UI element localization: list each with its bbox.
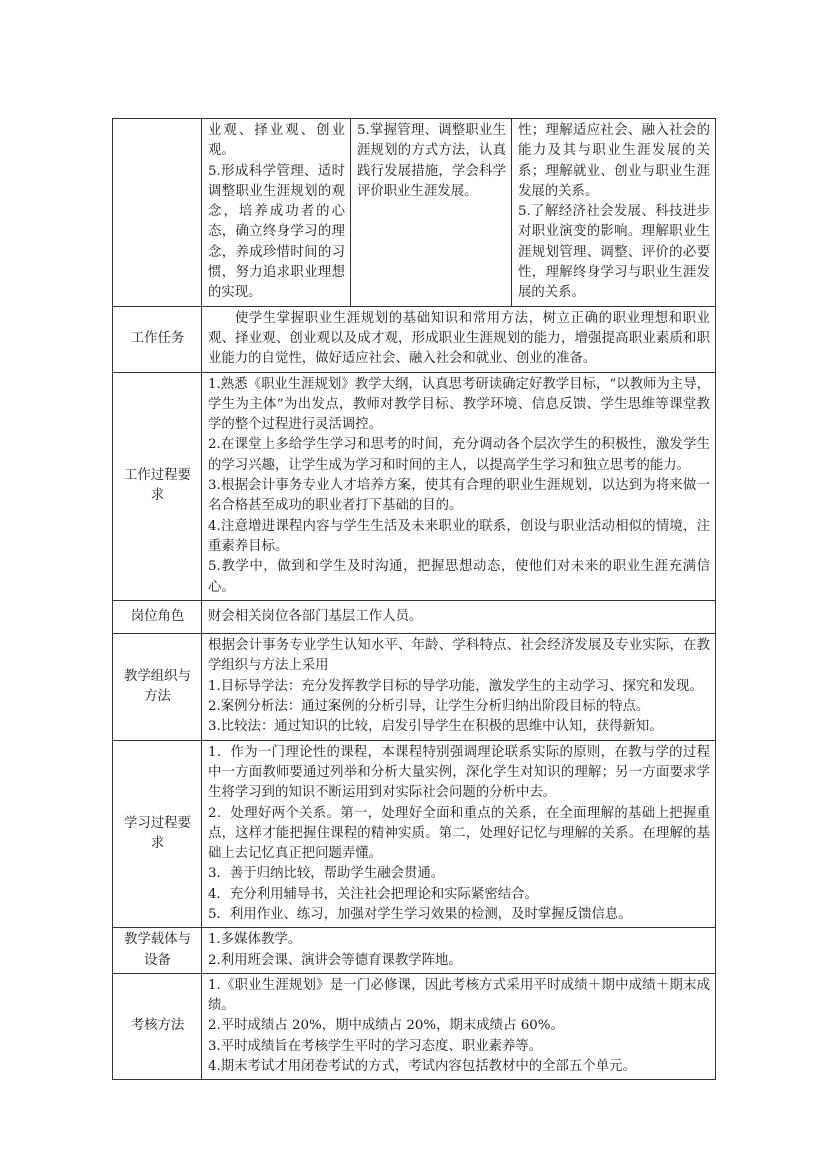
job-role-text: 财会相关岗位各部门基层工作人员。: [208, 608, 423, 624]
assessment-label: 考核方法: [113, 973, 202, 1079]
objectives-col-1-line: 业观、择业观、创业观。: [208, 123, 345, 159]
objectives-col-1: [202, 119, 351, 307]
teaching-method-item: 3.比较法：通过知识的比较，启发引导学生在积极的思维中认知，获得新知。: [208, 719, 663, 735]
job-role-content: [202, 600, 716, 633]
assessment-item: 1.《职业生涯规划》是一门必修课，因此考核方式采用平时成绩＋期中成绩＋期末成绩。: [208, 977, 710, 1014]
work-task-label: 工作任务: [113, 306, 202, 372]
assessment-item: 2.平时成绩占 20%，期中成绩占 20%，期末成绩占 60%。: [208, 1018, 564, 1034]
teaching-method-content: [202, 634, 716, 740]
job-role-row: [113, 600, 716, 633]
work-process-item: 3.根据会计事务专业人才培养方案，使其有合理的职业生涯规划，以达到为将来做一名合格甚至成功的职业者打下基础的目的。: [208, 478, 710, 514]
assessment-item: 3.平时成绩旨在考核学生平时的学习态度、职业素养等。: [208, 1038, 543, 1054]
objectives-col-2-line: 5.掌握管理、调整职业生涯规划的方式方法，认真践行发展措施，学会科学评价职业生涯发展。: [357, 123, 506, 199]
work-process-content: [202, 372, 716, 600]
objectives-row: [113, 119, 716, 307]
work-process-item: 1.熟悉《职业生涯规划》教学大纲，认真思考研读确定好教学目标，“以教师为主导，学生为主体”为出发点，教师对教学目标、教学环境、信息反馈、学生思维等课堂教学的整个过程进行灵活调控。: [208, 376, 710, 433]
objectives-col-3-line: 5.了解经济社会发展、科技进步对职业演变的影响。理解职业生涯规划管理、调整、评价的必要性，理解终身学习与职业生涯发展的关系。: [518, 204, 710, 301]
work-process-item: 4.注意增进课程内容与学生生活及未来职业的联系，创设与职业活动相似的情境，注重素养目标。: [208, 518, 710, 554]
assessment-row: [113, 973, 716, 1079]
teaching-method-label: 教学组织与方法: [113, 634, 202, 740]
teaching-equipment-item: 1.多媒体教学。: [208, 932, 302, 948]
work-process-item: 2.在课堂上多给学生学习和思考的时间，充分调动各个层次学生的积极性，激发学生的学习兴趣，让学生成为学习和时间的主人，以提高学生学习和独立思考的能力。: [208, 437, 710, 473]
learning-process-item: 5．利用作业、练习，加强对学生学习效果的检测，及时掌握反馈信息。: [208, 906, 632, 922]
assessment-content: [202, 973, 716, 1079]
teaching-equipment-row: [113, 928, 716, 974]
work-task-content: [202, 306, 716, 372]
learning-process-label: 学习过程要求: [113, 740, 202, 928]
work-process-item: 5.教学中，做到和学生及时沟通，把握思想动态，使他们对未来的职业生涯充满信心。: [208, 559, 710, 595]
learning-process-item: 2．处理好两个关系。第一，处理好全面和重点的关系，在全面理解的基础上把握重点，这样才能把握住课程的精神实质。第二，处理好记忆与理解的关系。在理解的基础上去记忆真正把问题弄懂。: [208, 805, 710, 862]
learning-process-item: 4．充分利用辅导书，关注社会把理论和实际紧密结合。: [208, 886, 538, 902]
teaching-method-item: 1.目标导学法：充分发挥教学目标的导学功能，激发学生的主动学习、探究和发现。: [208, 678, 703, 694]
learning-process-item: 1．作为一门理论性的课程，本课程特别强调理论联系实际的原则，在教与学的过程中一方面教师要通过列举和分析大量实例，深化学生对知识的理解；另一方面要求学生将学习到的知识不断运用到对实际社会问题的分析中去。: [208, 744, 710, 801]
course-table: [112, 118, 716, 1080]
work-process-label: 工作过程要求: [113, 372, 202, 600]
assessment-item: 4.期末考试才用闭卷考试的方式，考试内容包括教材中的全部五个单元。: [208, 1059, 636, 1075]
learning-process-item: 3．善于归纳比较，帮助学生融会贯通。: [208, 866, 445, 882]
teaching-method-row: [113, 634, 716, 740]
teaching-equipment-label: 教学载体与设备: [113, 928, 202, 974]
objectives-col-2: [351, 119, 512, 307]
teaching-equipment-item: 2.利用班会课、演讲会等德育课教学阵地。: [208, 952, 462, 968]
work-task-row: [113, 306, 716, 372]
objectives-empty-label: [113, 119, 202, 307]
teaching-method-item: 2.案例分析法：通过案例的分析引导，让学生分析归纳出阶段目标的特点。: [208, 699, 650, 715]
learning-process-content: [202, 740, 716, 928]
work-task-text: 使学生掌握职业生涯规划的基础知识和常用方法，树立正确的职业理想和职业观、择业观、创业观以及成才观，形成职业生涯规划的能力，增强提高职业素质和职业能力的自觉性，做好适应社会、融入社会和就业、创业的准备。: [208, 310, 710, 367]
objectives-col-1-line: 5.形成科学管理、适时调整职业生涯规划的观念，培养成功者的心态，确立终身学习的理念，养成珍惜时间的习惯，努力追求职业理想的实现。: [208, 163, 345, 301]
learning-process-row: [113, 740, 716, 928]
teaching-method-item: 根据会计事务专业学生认知水平、年龄、学科特点、社会经济发展及专业实际，在教学组织与方法上采用: [208, 638, 710, 674]
job-role-label: 岗位角色: [113, 600, 202, 633]
objectives-col-3-line: 性；理解适应社会、融入社会的能力及其与职业生涯发展的关系；理解就业、创业与职业生涯发展的关系。: [518, 123, 710, 199]
objectives-col-3: [512, 119, 716, 307]
work-process-row: [113, 372, 716, 600]
teaching-equipment-content: [202, 928, 716, 974]
